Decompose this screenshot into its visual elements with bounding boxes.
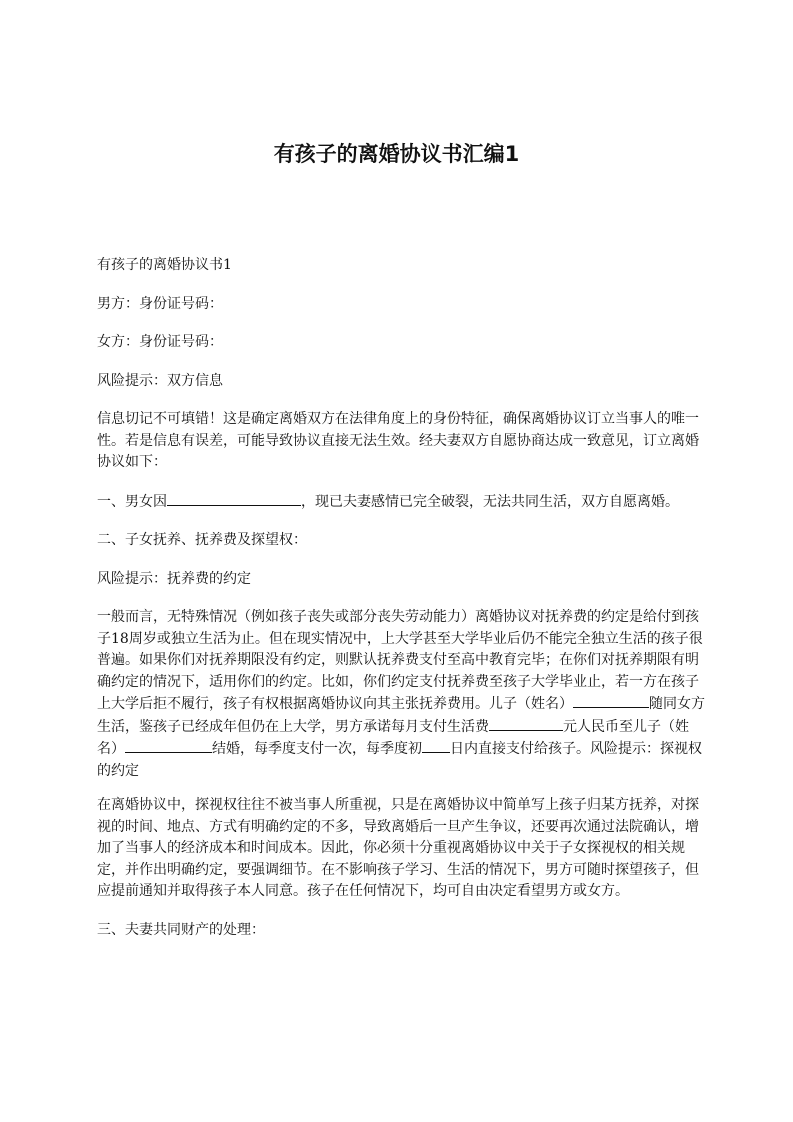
risk-tip-parties: 风险提示：双方信息 — [97, 372, 223, 389]
support-text-3: 元人民币至儿子（姓名） — [97, 718, 689, 757]
paragraph-info-warning: 信息切记不可填错！这是确定离婚双方在法律角度上的身份特征，确保离婚协议订立当事人的唯一性。若是信息有误差，可能导致协议直接无法生效。经夫妻双方自愿协商达成一致意见，订立离婚协议如下： — [97, 411, 699, 470]
son-name-blank-2a — [125, 738, 157, 753]
male-id-line: 男方：身份证号码： — [97, 295, 223, 312]
female-id-line: 女方：身份证号码： — [97, 334, 223, 350]
reason-blank — [167, 491, 301, 506]
support-text-2: 随同女方生活，鉴孩子已经成年但仍在上大学，男方承诺每月支付生活费 — [97, 696, 705, 735]
son-name-blank-2b — [157, 738, 212, 753]
clause-three-heading: 三、夫妻共同财产的处理： — [97, 921, 265, 938]
risk-tip-support: 风险提示：抚养费的约定 — [97, 570, 251, 587]
paragraph-visitation: 在离婚协议中，探视权往往不被当事人所重视，只是在离婚协议中简单写上孩子归某方抚养，对探视的时间、地点、方式有明确约定的不多，导致离婚后一旦产生争议，还要再次通过法院确认，增加了当事人的经济成本和时间成本。因此，你必须十分重视离婚协议中关于子女探视权的相关规定，并作出明确约定，要强调细节。在不影响孩子学习、生活的情况下，男方可随时探望孩子，但应提前通知并取得孩子本人同意。孩子在任何情况下，均可自由决定看望男方或女方。 — [97, 797, 699, 899]
support-text-5: 日内直接支付给孩子。风险提示：探视权的约定 — [97, 741, 702, 779]
clause-two-heading: 二、子女抚养、抚养费及探望权： — [97, 532, 307, 548]
son-name-blank — [573, 693, 649, 708]
section-heading: 有孩子的离婚协议书1 — [97, 257, 232, 273]
amount-blank — [489, 716, 563, 731]
document-body — [97, 255, 707, 958]
support-text-4: 结婚，每季度支付一次，每季度初 — [212, 741, 422, 757]
document-title: 有孩子的离婚协议书汇编1 — [273, 142, 520, 166]
clause-one-rest: ，现已夫妻感情已完全破裂，无法共同生活，双方自愿离婚。 — [301, 493, 679, 510]
paragraph-child-support — [97, 607, 707, 782]
clause-one — [97, 491, 707, 514]
days-blank — [422, 738, 450, 753]
clause-one-lead: 一、男女因 — [97, 493, 167, 510]
support-text-1: 一般而言，无特殊情况（例如孩子丧失或部分丧失劳动能力）离婚协议对抚养费的约定是给付到孩子18周岁或独立生活为止。但在现实情况中，上大学甚至大学毕业后仍不能完全独立生活的孩子很普遍。如果你们对抚养期限没有约定，则默认抚养费支付至高中教育完毕；在你们对抚养期限有明确约定的情况下，适用你们的约定。比如，你们约定支付抚养费至孩子大学毕业止，若一方在孩子上大学后拒不履行，孩子有权根据离婚协议向其主张抚养费用。儿子（姓名） — [97, 609, 703, 712]
